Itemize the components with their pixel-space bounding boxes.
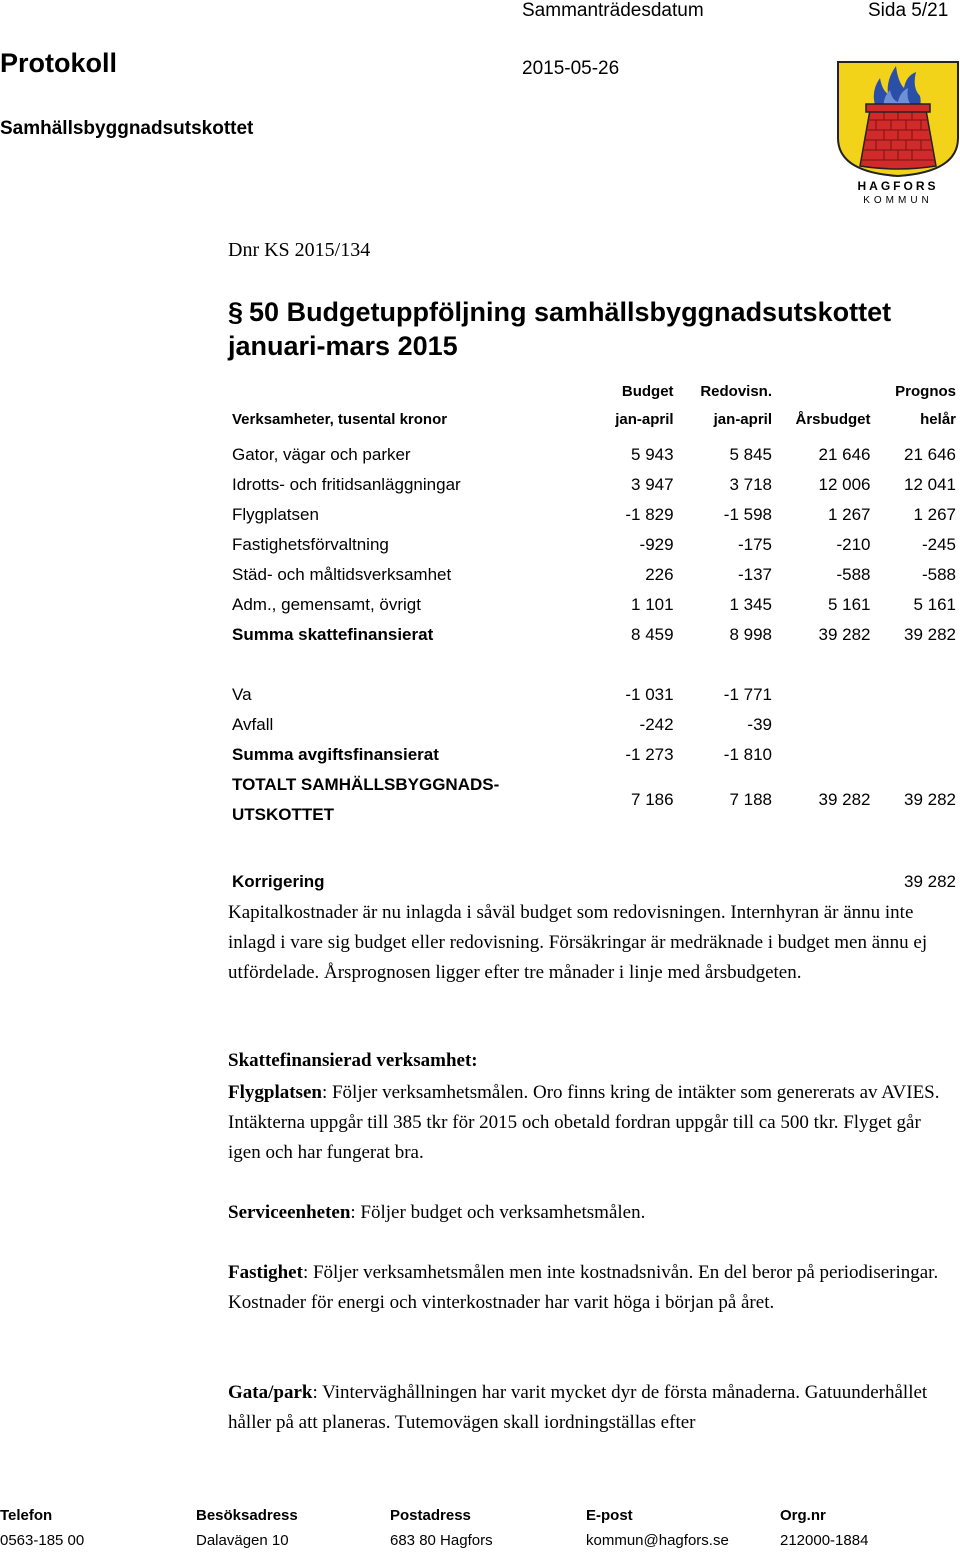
cell-value: -1 598 xyxy=(723,505,772,524)
cell-value: 226 xyxy=(645,565,674,584)
label-fastighet: Fastighet xyxy=(228,1262,303,1283)
table-row xyxy=(228,710,956,740)
coat-of-arms-icon xyxy=(836,60,960,206)
cell-value: 39 282 xyxy=(904,790,956,809)
footer-label-telefon: Telefon xyxy=(0,1507,53,1524)
cell-value: -1 031 xyxy=(625,685,674,704)
table-total-row xyxy=(228,770,956,830)
case-number: Dnr KS 2015/134 xyxy=(228,239,371,261)
cell-value: 5 845 xyxy=(729,445,772,464)
row-label xyxy=(228,378,584,406)
cell-value: 5 161 xyxy=(913,595,956,614)
table-header-row xyxy=(228,378,956,406)
footer-label-epost: E-post xyxy=(586,1507,633,1524)
cell-value: 39 282 xyxy=(904,625,956,644)
cell-value: 5 161 xyxy=(827,595,871,614)
section-title-line1: 50 Budgetuppföljning samhällsbyggnadsutskottet xyxy=(249,297,892,327)
cell-value: -175 xyxy=(737,535,772,554)
row-label: Idrotts- och fritidsanläggningar xyxy=(232,475,461,494)
table-row xyxy=(228,530,956,560)
cell-value: 39 282 xyxy=(818,625,871,644)
budget-table-body xyxy=(228,378,956,830)
footer-orgnr: 212000-1884 xyxy=(780,1532,869,1549)
label-serviceenheten: Serviceenheten xyxy=(228,1202,351,1223)
svg-text:KOMMUN: KOMMUN xyxy=(863,195,933,206)
cell-value: 1 267 xyxy=(913,505,956,524)
cell-value xyxy=(772,740,871,770)
footer-label-orgnr: Org.nr xyxy=(780,1507,826,1524)
cell-value xyxy=(871,740,957,770)
cell-value: -1 829 xyxy=(625,505,674,524)
paragraph-serviceenheten xyxy=(228,1198,958,1228)
cell-value xyxy=(772,710,871,740)
text-serviceenheten: : Följer budget och verksamhetsmålen. xyxy=(350,1202,646,1223)
cell-value: jan-april xyxy=(615,411,674,428)
section-symbol: § xyxy=(228,297,244,327)
document-title: Protokoll xyxy=(0,48,118,78)
meeting-date-label: Sammanträdesdatum xyxy=(522,0,704,21)
cell-value: 3 718 xyxy=(729,475,772,494)
text-flygplatsen: : Följer verksamhetsmålen. Oro finns kring de intäkter som genererats av AVIES. Intäkterna uppgår till 385 tkr för 2015 och obetald fordran uppgår till ca 500 tkr. Flyget går igen och har fungerat bra. xyxy=(228,1082,940,1163)
cell-value: -137 xyxy=(737,565,772,584)
row-label: Gator, vägar och parker xyxy=(232,445,411,464)
section-title-line2: januari-mars 2015 xyxy=(228,331,458,361)
cell-value: 39 282 xyxy=(818,790,871,809)
paragraph-flygplatsen xyxy=(228,1078,958,1168)
table-row xyxy=(228,500,956,530)
cell-value: Årsbudget xyxy=(795,411,871,428)
table-header-row xyxy=(228,406,956,434)
cell-value: 12 041 xyxy=(904,475,956,494)
text-fastighet: : Följer verksamhetsmålen men inte kostnadsnivån. En del beror på periodiseringar. Kostnader för energi och vinterkostnader har varit höga i början på året. xyxy=(228,1262,939,1313)
cell-value: 8 459 xyxy=(631,625,674,644)
cell-value: 7 188 xyxy=(729,790,772,809)
cell-value: 21 646 xyxy=(904,445,956,464)
cell-value: 7 186 xyxy=(631,790,674,809)
footer-label-besoksadress: Besöksadress xyxy=(196,1507,298,1524)
cell-value: -588 xyxy=(921,565,956,584)
section-title xyxy=(228,295,948,363)
row-label: Städ- och måltidsverksamhet xyxy=(232,565,452,584)
heading-skattefinansierad: Skattefinansierad verksamhet: xyxy=(228,1050,478,1071)
meeting-date: 2015-05-26 xyxy=(522,58,620,79)
label-gata-park: Gata/park xyxy=(228,1382,313,1403)
cell-value: helår xyxy=(920,411,956,428)
cell-value: 21 646 xyxy=(818,445,871,464)
cell-value: 3 947 xyxy=(631,475,674,494)
budget-table xyxy=(228,378,956,830)
committee-name: Samhällsbyggnadsutskottet xyxy=(0,118,254,139)
cell-value: 1 345 xyxy=(729,595,772,614)
table-sum-row xyxy=(228,620,956,650)
cell-value: -1 273 xyxy=(625,745,674,764)
footer-besoksadress: Dalavägen 10 xyxy=(196,1532,289,1549)
cell-value: 5 943 xyxy=(631,445,674,464)
total-label-line2: UTSKOTTET xyxy=(232,805,334,824)
cell-value: -245 xyxy=(921,535,956,554)
cell-value: 1 101 xyxy=(631,595,674,614)
korrigering-label: Korrigering xyxy=(232,872,325,891)
cell-value xyxy=(871,710,957,740)
cell-value: -1 771 xyxy=(723,685,772,704)
cell-value xyxy=(772,378,871,406)
cell-value: jan-april xyxy=(713,411,772,428)
korrigering-value: 39 282 xyxy=(904,872,956,891)
svg-text:HAGFORS: HAGFORS xyxy=(857,179,939,193)
row-label: Flygplatsen xyxy=(232,505,319,524)
table-row xyxy=(228,470,956,500)
paragraph-kapitalkostnader: Kapitalkostnader är nu inlagda i såväl budget som redovisningen. Internhyran är ännu inte inlagd i vare sig budget eller redovisning. Försäkringar är medräknade i budget men ännu ej utfördelade. Årsprognosen ligger efter tre månader i linje med årsbudgeten. xyxy=(228,902,928,983)
footer-epost: kommun@hagfors.se xyxy=(586,1532,729,1549)
cell-value: -39 xyxy=(747,715,772,734)
footer-label-postadress: Postadress xyxy=(390,1507,471,1524)
paragraph-gata-park xyxy=(228,1378,958,1438)
total-label xyxy=(228,770,584,830)
label-flygplatsen: Flygplatsen xyxy=(228,1082,322,1103)
cell-value: Prognos xyxy=(895,383,956,400)
total-label-line1: TOTALT SAMHÄLLSBYGGNADS- xyxy=(232,775,500,794)
cell-value: 12 006 xyxy=(818,475,871,494)
cell-value: -929 xyxy=(639,535,674,554)
text-gata-park: : Vinterväghållningen har varit mycket dyr de första månaderna. Gatuunderhållet håller på att planeras. Tutemovägen skall iordningställas efter xyxy=(228,1382,928,1433)
table-row xyxy=(228,560,956,590)
cell-value: Budget xyxy=(621,383,674,400)
page-number: Sida 5/21 xyxy=(868,0,949,21)
table-row xyxy=(228,440,956,470)
cell-value: Redovisn. xyxy=(700,383,772,400)
table-sum-row xyxy=(228,740,956,770)
table-spacer xyxy=(228,650,956,680)
row-label: Avfall xyxy=(232,715,274,734)
cell-value: -588 xyxy=(836,565,871,584)
cell-value xyxy=(871,680,957,710)
cell-value: 8 998 xyxy=(729,625,772,644)
paragraph-fastighet xyxy=(228,1258,958,1318)
cell-value: 1 267 xyxy=(827,505,871,524)
row-label: Va xyxy=(232,685,252,704)
table-row xyxy=(228,590,956,620)
row-label: Summa avgiftsfinansierat xyxy=(232,745,439,764)
footer-telefon: 0563-185 00 xyxy=(0,1532,85,1549)
hagfors-kommun-logo xyxy=(836,60,960,206)
row-label: Verksamheter, tusental kronor xyxy=(232,411,448,428)
row-label: Summa skattefinansierat xyxy=(232,625,434,644)
cell-value: -210 xyxy=(836,535,871,554)
table-spacer-cell xyxy=(228,650,956,680)
row-label: Adm., gemensamt, övrigt xyxy=(232,595,421,614)
footer-postadress: 683 80 Hagfors xyxy=(390,1532,493,1549)
cell-value: -242 xyxy=(639,715,674,734)
row-label: Fastighetsförvaltning xyxy=(232,535,389,554)
cell-value: -1 810 xyxy=(723,745,772,764)
table-row xyxy=(228,680,956,710)
cell-value xyxy=(772,680,871,710)
